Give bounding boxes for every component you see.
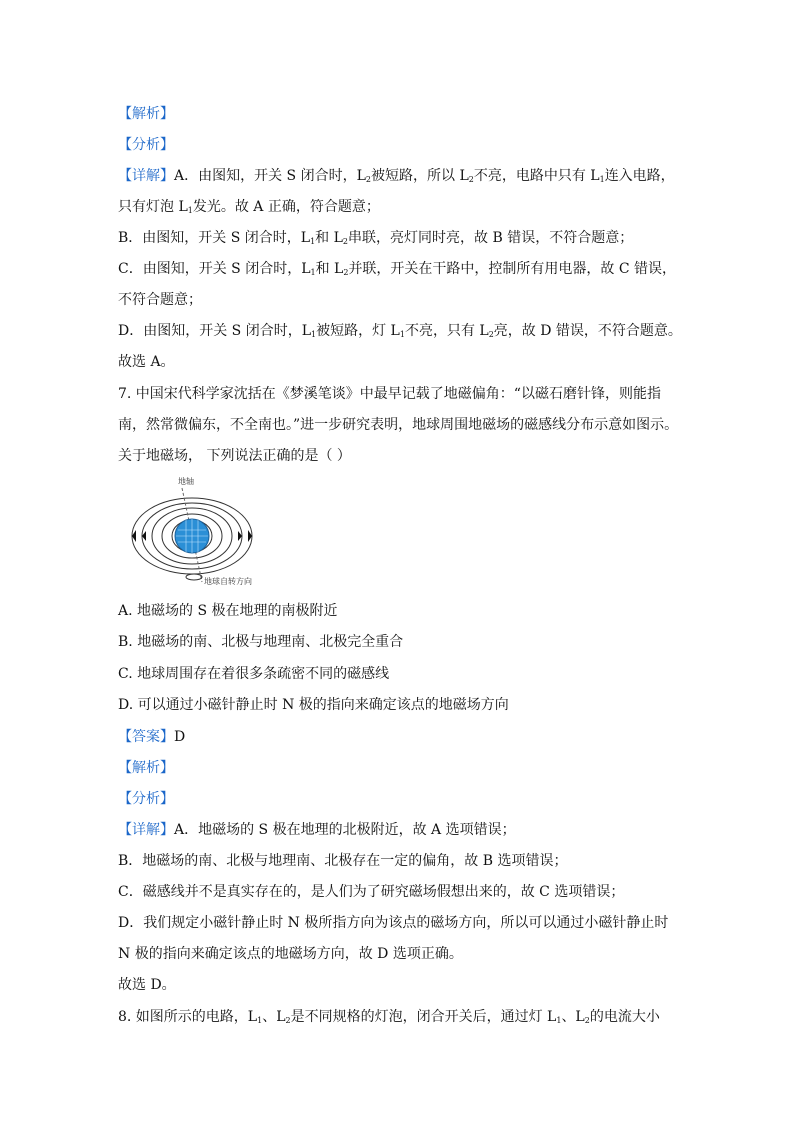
question-7-line-2: 南，然常微偏东，不全南也。”进一步研究表明，地球周围地磁场的磁感线分布示意如图示。 [118, 417, 679, 433]
detail-line-11: N 极的指向来确定该点的地磁场方向，故 D 选项正确。 [118, 946, 463, 962]
detail-line-10: D．我们规定小磁针静止时 N 极所指方向为该点的磁场方向，所以可以通过小磁针静止时 [118, 915, 669, 931]
detail-line-4: C．由图知，开关 S 闭合时，$L_1$和 $L_2$并联，开关在干路中，控制所有用电器，故 C 错误， [118, 261, 677, 277]
option-b: B. 地磁场的南、北极与地理南、北极完全重合 [118, 634, 404, 650]
choice-summary: 故选 A。 [118, 354, 175, 370]
option-d: D. 可以通过小磁针静止时 N 极的指向来确定该点的地磁场方向 [118, 697, 509, 713]
detail-line-5: 不符合题意； [118, 292, 202, 308]
detail-line-1: 【详解】A．由图知，开关 S 闭合时，$L_2$被短路，所以 $L_2$不亮，电路中只有 $L_1$连入电路， [118, 168, 675, 184]
detail-line-7: 【详解】A．地磁场的 S 极在地理的北极附近，故 A 选项错误； [118, 822, 516, 838]
choice-summary-2: 故选 D。 [118, 977, 176, 993]
question-8-line-1: 8. 如图所示的电路，$L_1$、$L_2$是不同规格的灯泡，闭合开关后，通过灯 $L_1$、$L_2$的电流大小 [118, 1009, 660, 1025]
analysis-tag: 【解析】 [118, 106, 174, 122]
analyze-tag: 【分析】 [118, 137, 174, 153]
detail-line-3: B．由图知，开关 S 闭合时，$L_1$和 $L_2$串联，亮灯同时亮，故 B 错误，不符合题意； [118, 230, 634, 246]
detail-line-2: 只有灯泡 $L_1$发光。故 A 正确，符合题意； [118, 199, 380, 215]
answer-line: 【答案】D [118, 729, 186, 745]
detail-line-6: D．由图知，开关 S 闭合时，$L_1$被短路，灯 $L_1$不亮，只有 $L_2$亮，故 D 错误，不符合题意。 [118, 323, 682, 339]
option-a: A. 地磁场的 S 极在地理的南极附近 [118, 603, 338, 619]
axis-label: 地轴 [178, 477, 194, 486]
detail-line-8: B．地磁场的南、北极与地理南、北极存在一定的偏角，故 B 选项错误； [118, 853, 568, 869]
question-7-line-3: 关于地磁场， 下列说法正确的是（ ） [118, 448, 351, 464]
earth-magnetic-field-figure [122, 474, 262, 590]
option-c: C. 地球周围存在着很多条疏密不同的磁感线 [118, 666, 390, 682]
magnetic-field-diagram [122, 474, 262, 590]
question-7-line-1: 7. 中国宋代科学家沈括在《梦溪笔谈》中最早记载了地磁偏角：“以磁石磨针锋，则能指 [118, 386, 661, 402]
analyze-tag-2: 【分析】 [118, 791, 174, 807]
rotation-label: 地球自转方向 [204, 577, 252, 586]
detail-line-9: C．磁感线并不是真实存在的，是人们为了研究磁场假想出来的，故 C 选项错误； [118, 884, 625, 900]
analysis-tag-2: 【解析】 [118, 760, 174, 776]
